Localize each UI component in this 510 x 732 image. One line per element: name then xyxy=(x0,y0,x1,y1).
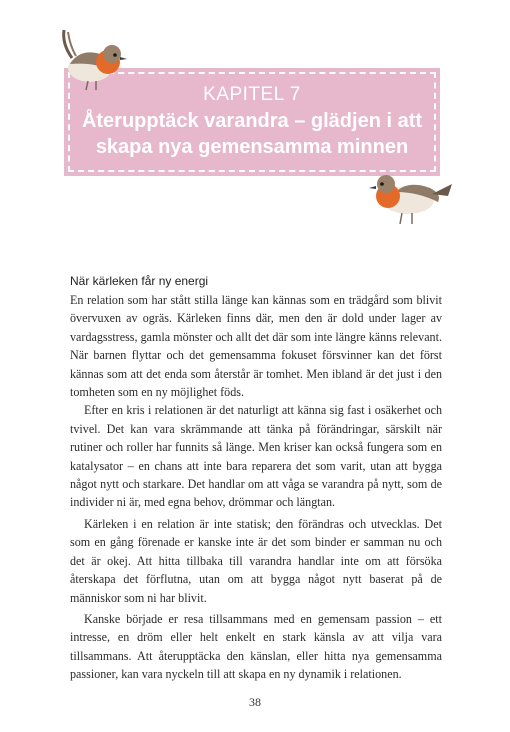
robin-bird-icon xyxy=(50,24,130,94)
paragraph: En relation som har stått stilla länge kan kännas som en trädgård som blivit övervuxen av ogräs. Kärleken finns där, men den är dold under lager av vardagsstress, gamla mönster och allt det där som inte längre känns relevant. När barnen flyttar och det gemensamma fokuset försvinner kan det först kännas som att det enda som återstår är tomhet. Men ibland är det just i den tomheten som en ny möjlighet föds. xyxy=(70,293,442,400)
paragraph: Kanske började er resa tillsammans med en gemensam passion – ett intresse, en dröm eller helt enkelt en stark känsla av att vilja vara tillsammans. Att återupptäcka den känslan, eller hitta nya gemensamma passioner, kan vara nyckeln till att skapa en ny dynamik i relationen. xyxy=(70,611,442,682)
robin-bird-icon xyxy=(368,162,454,228)
chapter-title-line-1: Återupptäck varandra – glädjen i att xyxy=(81,110,423,132)
body-text xyxy=(70,291,442,684)
section-heading: När kärleken får ny energi xyxy=(70,274,209,288)
page-number: 38 xyxy=(249,695,261,709)
paragraph: Efter en kris i relationen är det naturligt att känna sig fast i osäkerhet och tvivel. Det kan vara skrämmande att tänka på förändringar, särskilt när rutiner och roller har funnits så länge. Men kriser kan också fungera som en katalysator – en chans att inte bara reparera det som varit, utan att bygga något nytt och starkare. Det handlar om att våga se varandra på nytt, som de individer ni är, med egna behov, drömmar och längtan. xyxy=(70,403,442,510)
paragraph: Kärleken i en relation är inte statisk; den förändras och utvecklas. Det som en gång förenade er kanske inte är det som binder er samman nu och det är okej. Att hitta tillbaka till varandra handlar inte om att försöka återskapa det förflutna, utan om att bygga något nytt baserat på de människor som ni har blivit. xyxy=(70,516,442,605)
chapter-title xyxy=(70,108,434,160)
chapter-label: KAPITEL 7 xyxy=(203,84,301,105)
chapter-title-line-2: skapa nya gemensamma minnen xyxy=(95,136,409,158)
